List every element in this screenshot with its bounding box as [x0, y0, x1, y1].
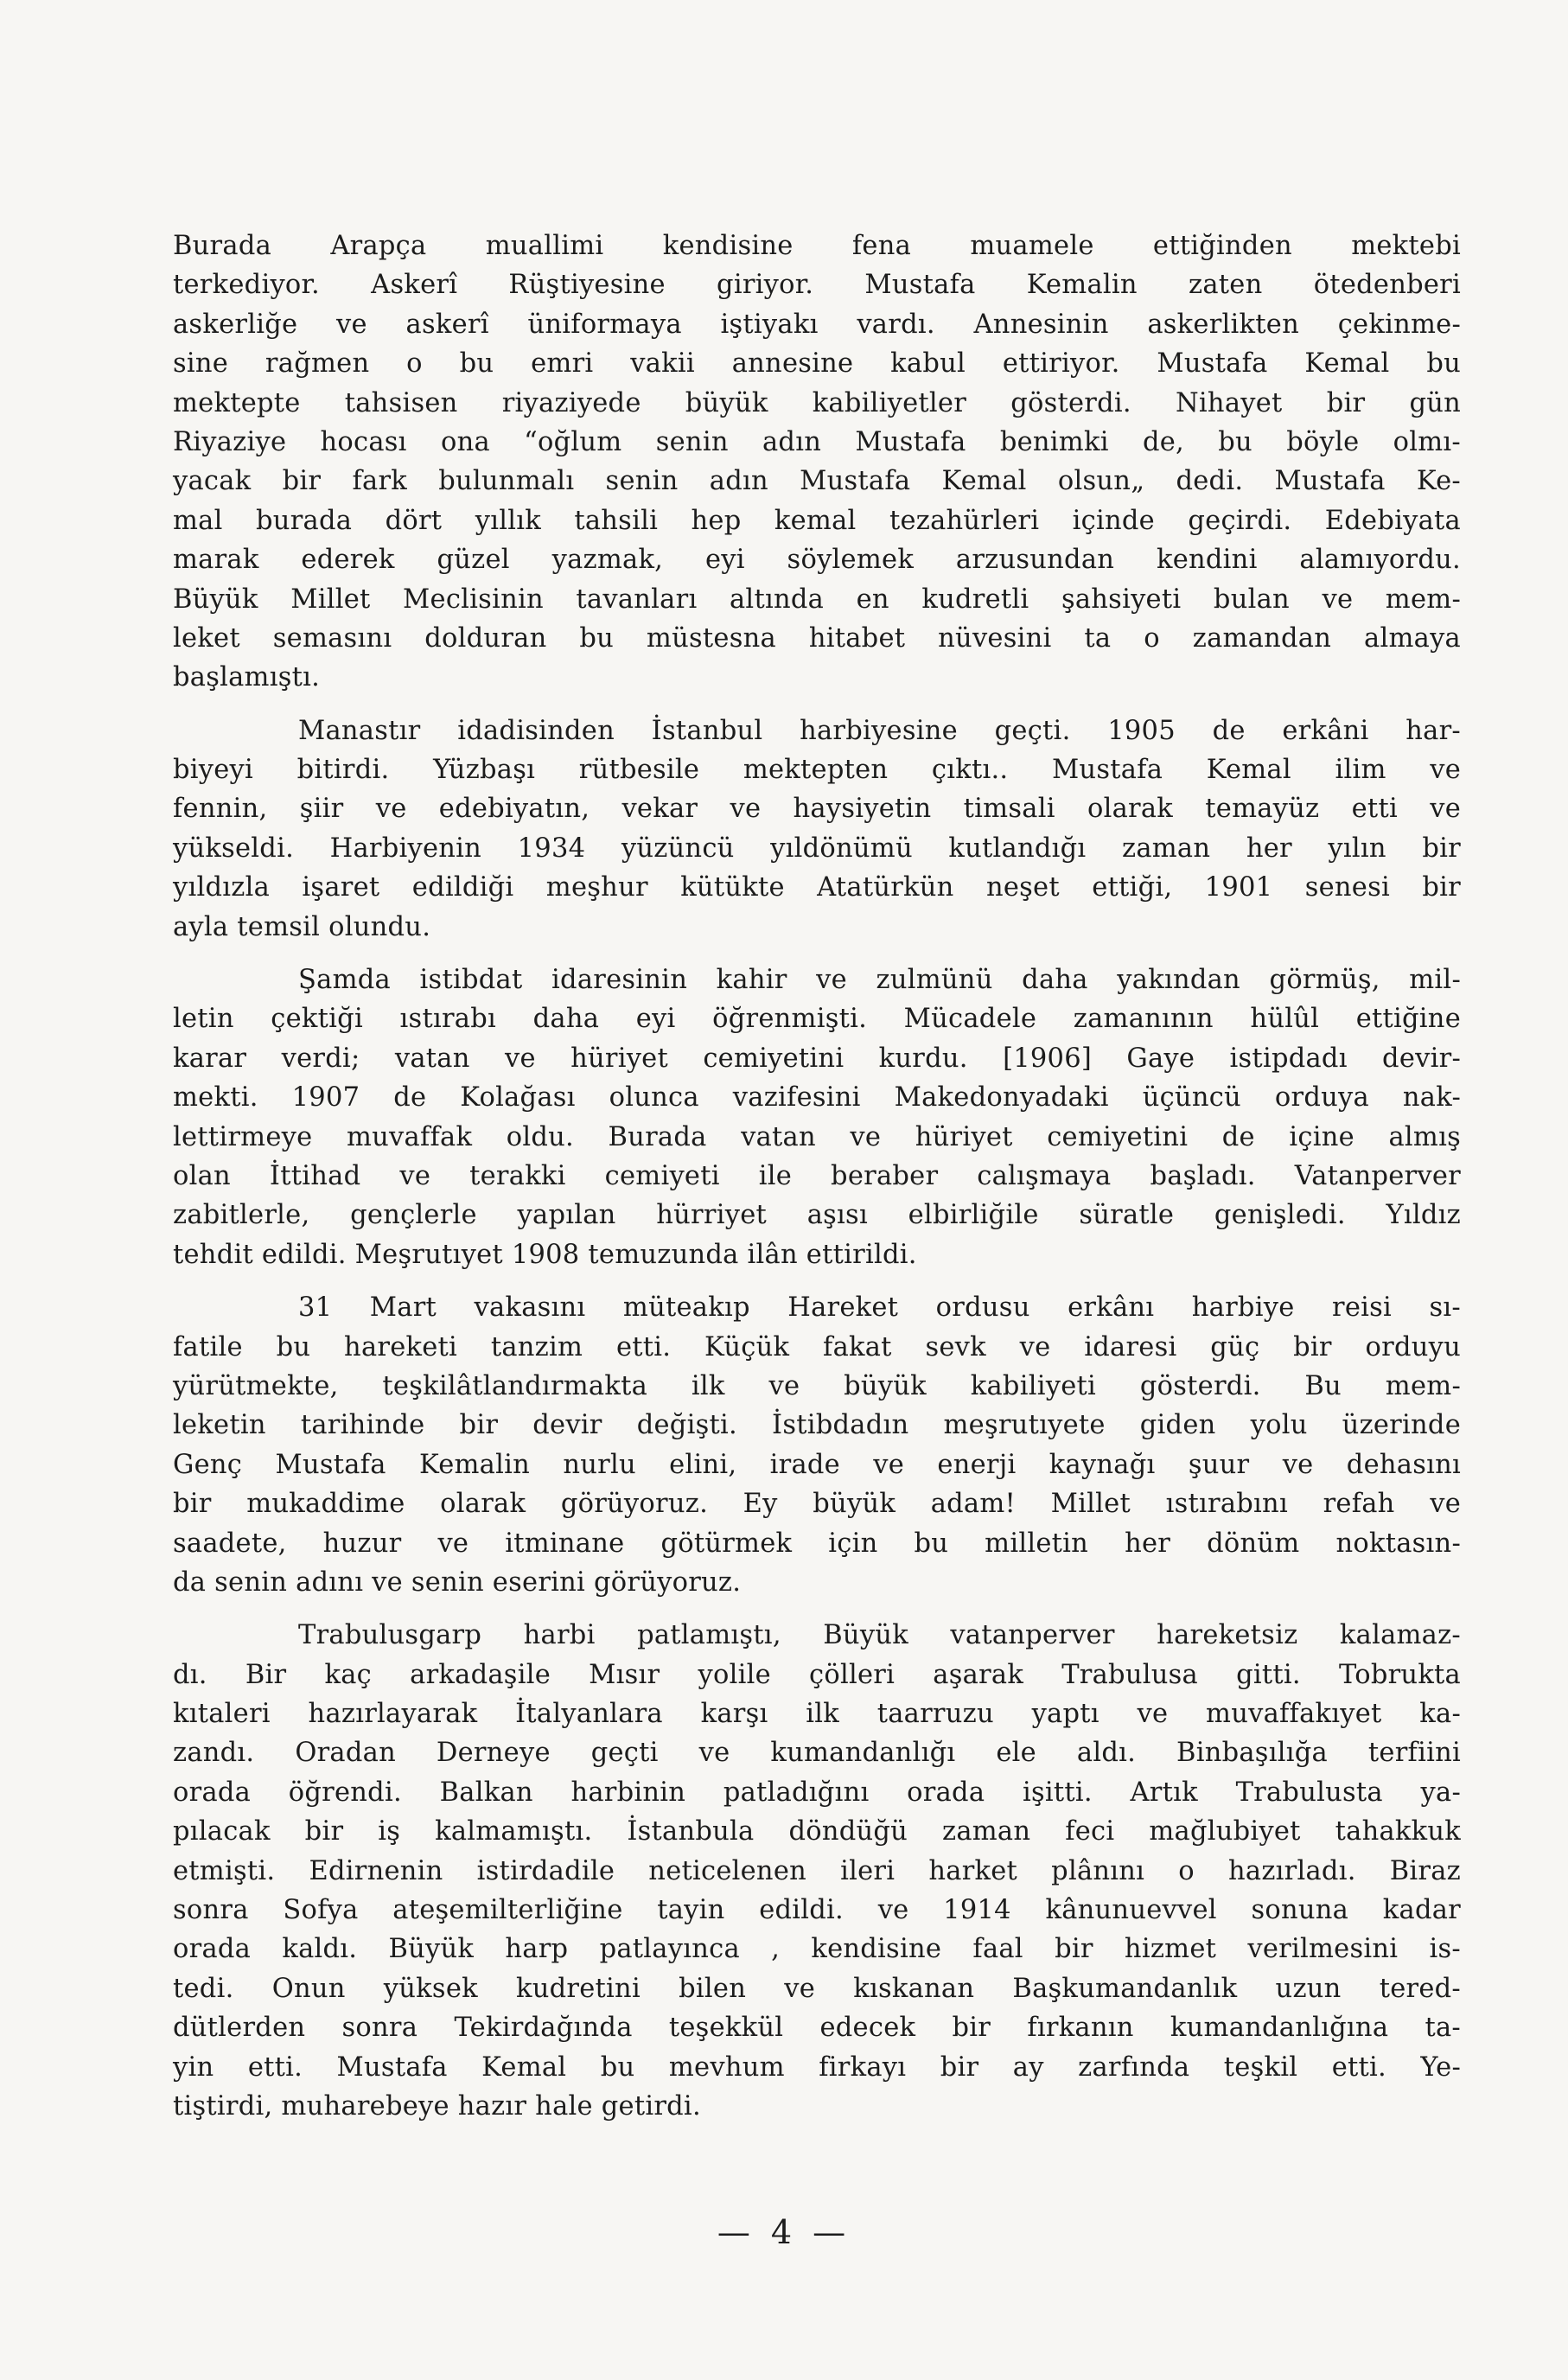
text-line: yükseldi. Harbiyenin 1934 yüzüncü yıldönümü kutlandığı zaman her yılın bir [173, 833, 1461, 864]
text-line: yıldızla işaret edildiği meşhur kütükte Atatürkün neşet ettiği, 1901 senesi bir [173, 872, 1461, 903]
text-line: bir mukaddime olarak görüyoruz. Ey büyük adam! Millet ıstırabını refah ve [173, 1489, 1461, 1520]
text-line: letin çektiği ıstırabı daha eyi öğrenmişti. Mücadele zamanının hülûl ettiğine [173, 1004, 1461, 1035]
paragraph [173, 711, 1461, 947]
text-line: Riyaziye hocası ona “oğlum senin adın Mustafa benimki de, bu böyle olmı- [173, 426, 1461, 457]
text-line: tiştirdi, muharebeye hazır hale getirdi. [173, 2090, 701, 2122]
text-line: mektepte tahsisen riyaziyede büyük kabiliyetler gösterdi. Nihayet bir gün [173, 387, 1461, 418]
text-line: fennin, şiir ve edebiyatın, vekar ve haysiyetin timsali olarak temayüz etti ve [173, 794, 1461, 825]
text-line: leket semasını dolduran bu müstesna hitabet nüvesini ta o zamandan almaya [173, 622, 1461, 654]
text-line: askerliğe ve askerî üniformaya iştiyakı vardı. Annesinin askerlikten çekinme- [173, 309, 1461, 340]
text-line: yürütmekte, teşkilâtlandırmakta ilk ve büyük kabiliyeti gösterdi. Bu mem- [173, 1370, 1461, 1401]
paragraph [173, 960, 1461, 1274]
text-line: terkediyor. Askerî Rüştiyesine giriyor. Mustafa Kemalin zaten ötedenberi [173, 270, 1461, 301]
text-line: orada öğrendi. Balkan harbinin patladığını orada işitti. Artık Trabulusta ya- [173, 1777, 1461, 1808]
text-line: Genç Mustafa Kemalin nurlu elini, irade ve enerji kaynağı şuur ve dehasını [173, 1449, 1461, 1480]
text-line: yin etti. Mustafa Kemal bu mevhum firkayı bir ay zarfında teşkil etti. Ye- [173, 2051, 1461, 2083]
text-line: tedi. Onun yüksek kudretini bilen ve kıskanan Başkumandanlık uzun tered- [173, 1973, 1461, 2004]
text-line: mekti. 1907 de Kolağası olunca vazifesini Makedonyadaki üçüncü orduya nak- [173, 1082, 1461, 1113]
body-text [173, 227, 1461, 2140]
text-line: yacak bir fark bulunmalı senin adın Mustafa Kemal olsun„ dedi. Mustafa Ke- [173, 466, 1461, 497]
paragraph [173, 1616, 1461, 2126]
text-line: lettirmeye muvaffak oldu. Burada vatan ve hüriyet cemiyetini de içine almış [173, 1121, 1461, 1152]
text-line: orada kaldı. Büyük harp patlayınca , kendisine faal bir hizmet verilmesini is- [173, 1934, 1461, 1965]
text-line: tehdit edildi. Meşrutıyet 1908 temuzunda ilân ettirildi. [173, 1239, 917, 1270]
text-line: ayla temsil olundu. [173, 911, 431, 942]
text-line: Büyük Millet Meclisinin tavanları altında en kudretli şahsiyeti bulan ve mem- [173, 584, 1461, 615]
text-line: zabitlerle, gençlerle yapılan hürriyet aşısı elbirliğile süratle genişledi. Yıldız [173, 1200, 1461, 1231]
text-line: Burada Arapça muallimi kendisine fena muamele ettiğinden mektebi [173, 231, 1461, 261]
text-line: Manastır idadisinden İstanbul harbiyesine geçti. 1905 de erkâni har- [298, 715, 1461, 746]
text-line: etmişti. Edirnenin istirdadile neticelenen ileri harket plânını o hazırladı. Biraz [173, 1855, 1461, 1886]
text-line: dütlerden sonra Tekirdağında teşekkül edecek bir fırkanın kumandanlığına ta- [173, 2013, 1461, 2044]
text-line: zandı. Oradan Derneye geçti ve kumandanlığı ele aldı. Binbaşılığa terfiini [173, 1738, 1461, 1769]
text-line: mal burada dört yıllık tahsili hep kemal tezahürleri içinde geçirdi. Edebiyata [173, 505, 1461, 536]
text-line: karar verdi; vatan ve hüriyet cemiyetini kurdu. [1906] Gaye istipdadı devir- [173, 1043, 1461, 1074]
page-number: — 4 — [717, 2213, 851, 2251]
text-line: da senin adını ve senin eserini görüyoruz. [173, 1566, 742, 1598]
text-line: saadete, huzur ve itminane götürmek için bu milletin her dönüm noktasın- [173, 1528, 1461, 1559]
text-line: Trabulusgarp harbi patlamıştı, Büyük vatanperver hareketsiz kalamaz- [298, 1620, 1461, 1651]
text-line: başlamıştı. [173, 662, 321, 693]
text-line: 31 Mart vakasını müteakıp Hareket ordusu erkânı harbiye reisi sı- [298, 1292, 1461, 1324]
text-line: sine rağmen o bu emri vakii annesine kabul ettiriyor. Mustafa Kemal bu [173, 348, 1461, 380]
text-line: dı. Bir kaç arkadaşile Mısır yolile çölleri aşarak Trabulusa gitti. Tobrukta [173, 1659, 1461, 1690]
paragraph [173, 227, 1461, 698]
text-line: marak ederek güzel yazmak, eyi söylemek arzusundan kendini alamıyordu. [173, 545, 1461, 576]
text-line: pılacak bir iş kalmamıştı. İstanbula döndüğü zaman feci mağlubiyet tahakkuk [173, 1816, 1461, 1847]
text-line: Şamda istibdat idaresinin kahir ve zulmünü daha yakından görmüş, mil- [298, 965, 1461, 996]
text-line: kıtaleri hazırlayarak İtalyanlara karşı ilk taarruzu yaptı ve muvaffakıyet ka- [173, 1699, 1461, 1730]
text-line: sonra Sofya ateşemilterliğine tayin edildi. ve 1914 kânunuevvel sonuna kadar [173, 1895, 1461, 1926]
text-line: fatile bu hareketi tanzim etti. Küçük fakat sevk ve idaresi güç bir orduyu [173, 1331, 1461, 1362]
text-line: leketin tarihinde bir devir değişti. İstibdadın meşrutıyete giden yolu üzerinde [173, 1410, 1461, 1441]
paragraph [173, 1288, 1461, 1602]
text-line: biyeyi bitirdi. Yüzbaşı rütbesile mektepten çıktı.. Mustafa Kemal ilim ve [173, 755, 1461, 786]
text-line: olan İttihad ve terakki cemiyeti ile beraber calışmaya başladı. Vatanperver [173, 1160, 1461, 1191]
